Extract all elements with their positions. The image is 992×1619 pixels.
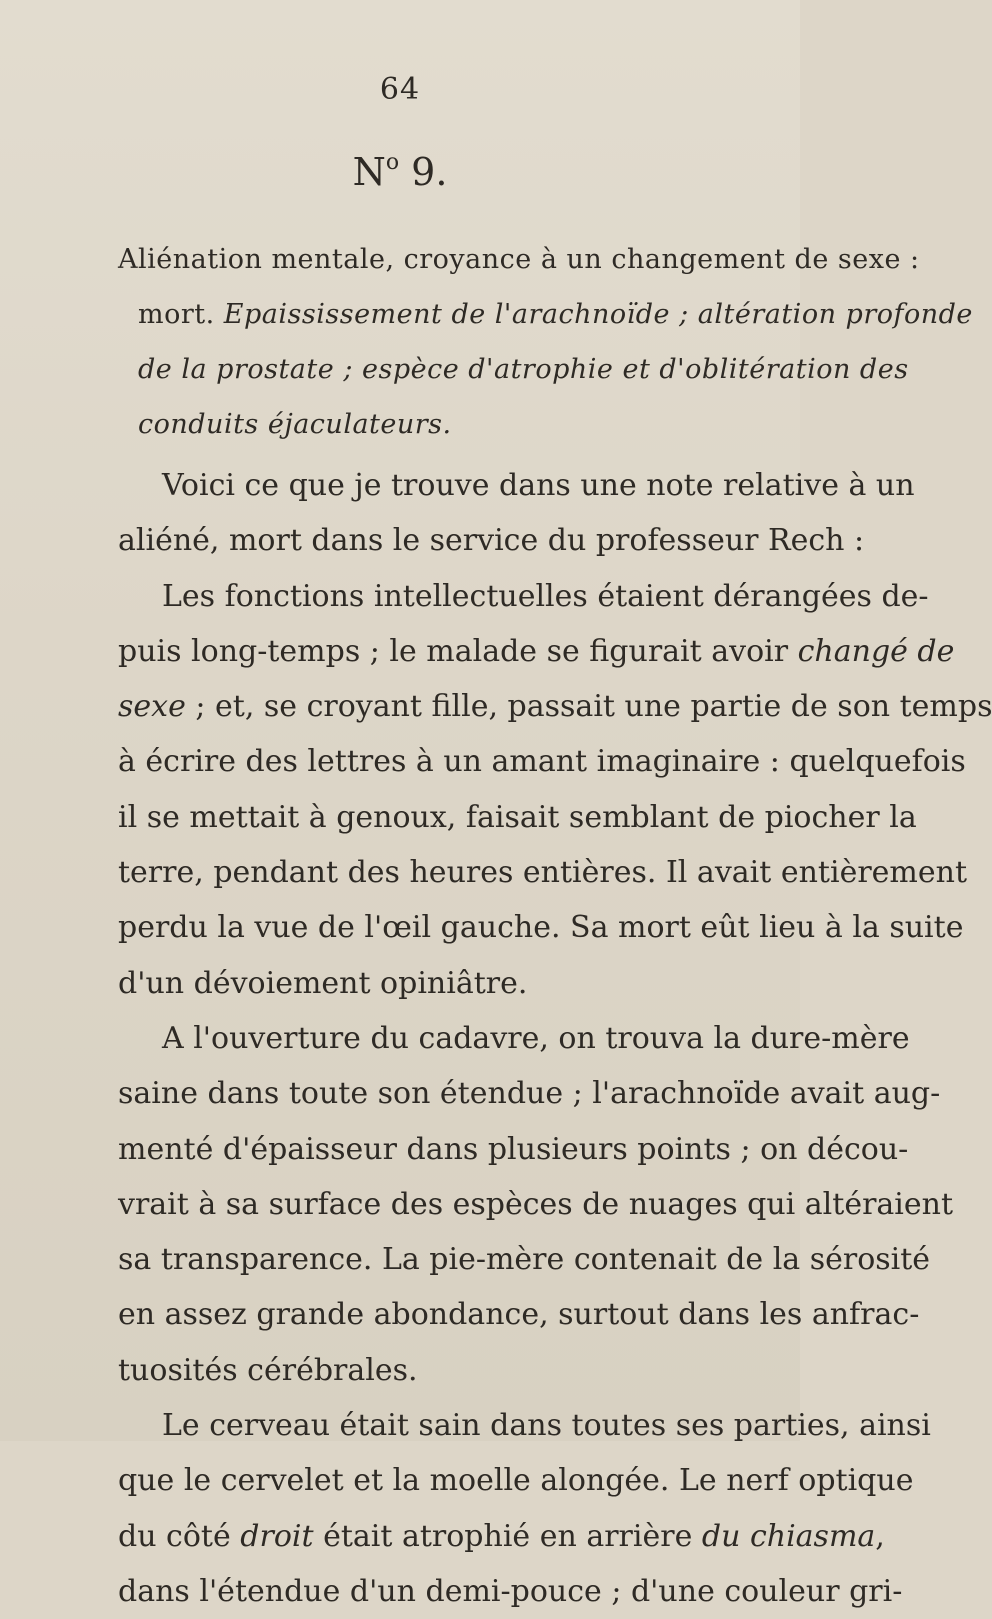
body-italic-text: changé de [797, 633, 955, 669]
entry-heading [0, 150, 800, 194]
body-line: A l'ouverture du cadavre, on trouva la dure-mère [162, 1020, 910, 1056]
body-line [118, 624, 955, 679]
body-line: Voici ce que je trouve dans une note relative à un [162, 468, 915, 503]
body-line: d'un dévoiement opiniâtre. [118, 965, 528, 1001]
summary-line [118, 287, 973, 342]
body-line: Le cerveau était sain dans toutes ses parties, ainsi [162, 1408, 931, 1444]
body-line: que le cervelet et la moelle alongée. Le nerf optique [118, 1463, 914, 1499]
summary-italic-text: Epaississement de l'arachnoïde ; altération profonde [223, 299, 973, 330]
body-line: aliéné, mort dans le service du professeur Rech : [118, 523, 865, 559]
summary-text: mort. [138, 299, 224, 330]
body-line: sa transparence. La pie-mère contenait de la sérosité [118, 1242, 931, 1278]
entry-number-prefix: N [352, 150, 386, 194]
body-text: du côté [118, 1518, 241, 1554]
entry-number-superscript: o [385, 150, 400, 175]
entry-number-value: 9. [411, 150, 448, 194]
body-line: menté d'épaisseur dans plusieurs points ; on décou- [118, 1131, 909, 1167]
body-line: vrait à sa surface des espèces de nuages qui altéraient [118, 1186, 954, 1222]
body-text: , [875, 1518, 885, 1554]
body-line: Les fonctions intellectuelles étaient dérangées de- [162, 578, 929, 614]
case-summary [118, 232, 973, 452]
body-line: dans l'étendue d'un demi-pouce ; d'une couleur gri- [118, 1573, 903, 1609]
summary-line: Aliénation mentale, croyance à un changement de sexe : [118, 244, 920, 275]
summary-line [118, 397, 768, 452]
body-italic-text: droit [240, 1518, 314, 1554]
body-line: terre, pendant des heures entières. Il avait entièrement [118, 855, 967, 891]
body-text: était atrophié en arrière [313, 1518, 702, 1554]
body-text: ; et, se croyant fille, passait une partie de son temps [185, 689, 992, 725]
body-italic-text: sexe [118, 689, 186, 725]
body-text [118, 458, 992, 1619]
body-line: perdu la vue de l'œil gauche. Sa mort eût lieu à la suite [118, 910, 964, 946]
summary-italic-text: conduits éjaculateurs. [138, 409, 452, 440]
body-line: il se mettait à genoux, faisait semblant de piocher la [118, 799, 917, 835]
body-line [118, 679, 992, 734]
page-number: 64 [379, 72, 421, 107]
body-line: tuosités cérébrales. [118, 1352, 418, 1388]
summary-line [118, 342, 909, 397]
body-line: à écrire des lettres à un amant imaginaire : quelquefois [118, 744, 966, 780]
body-italic-text: du chiasma [701, 1518, 876, 1554]
body-line: en assez grande abondance, surtout dans les anfrac- [118, 1297, 920, 1333]
body-text: puis long-temps ; le malade se figurait avoir [118, 633, 798, 669]
summary-italic-text: de la prostate ; espèce d'atrophie et d'oblitération des [138, 354, 909, 385]
body-line: saine dans toute son étendue ; l'arachnoïde avait aug- [118, 1076, 941, 1112]
body-line [118, 1509, 885, 1564]
